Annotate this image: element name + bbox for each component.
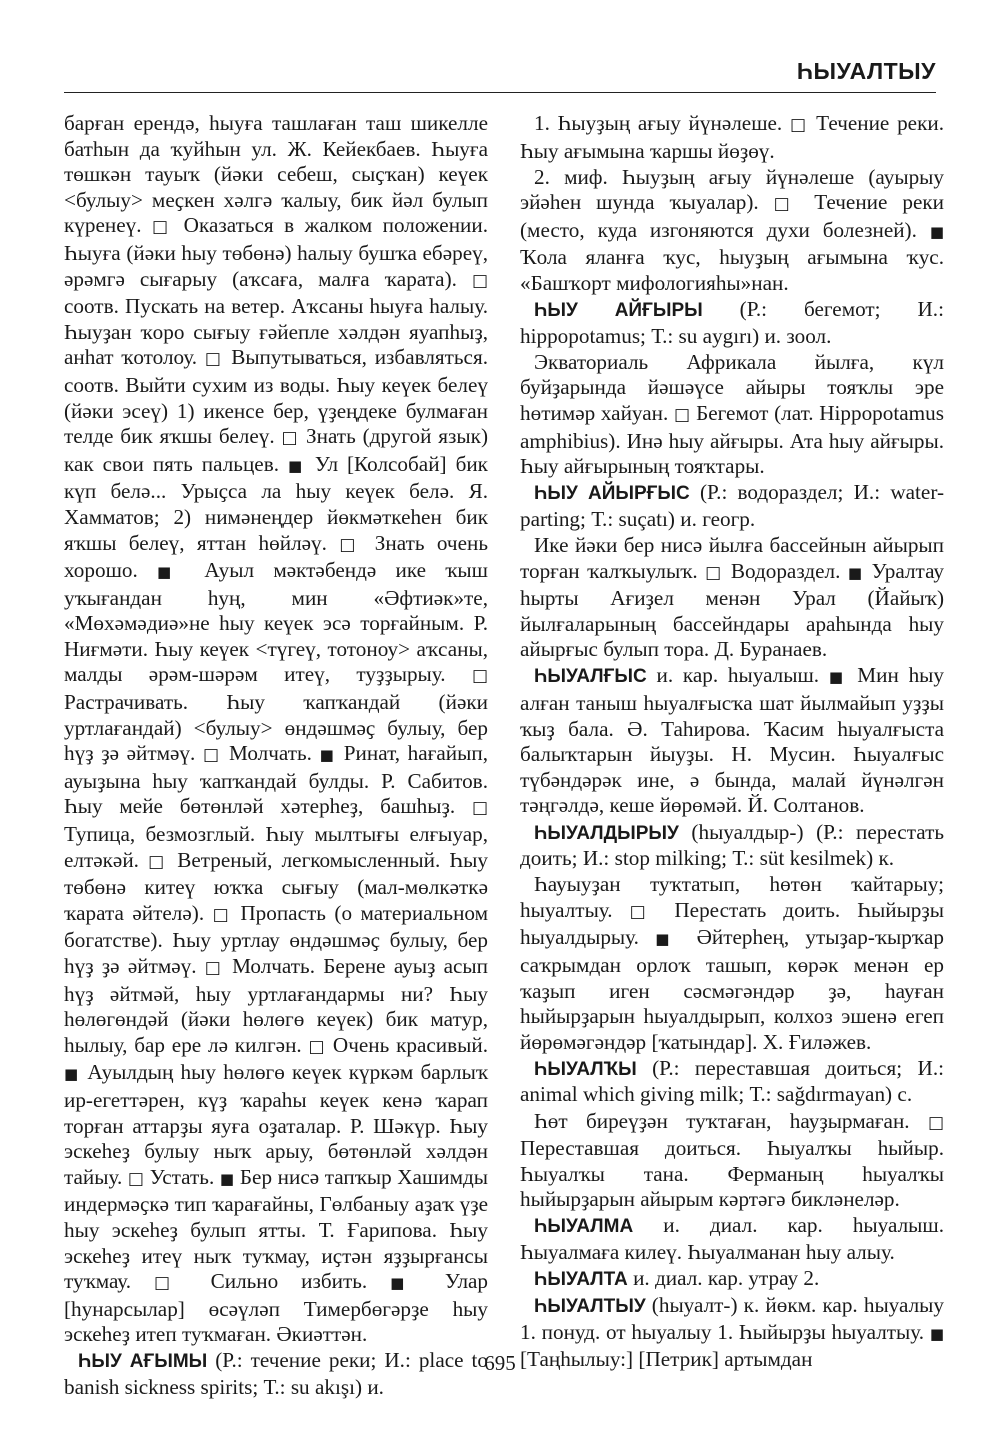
entry-text: Течение реки. Һыу ағымына ҡаршы йөҙөү. <box>520 111 944 163</box>
entry-text: Бер нисә тапҡыр Хашимды индермәҫкә тип ҡарағайны, Гөлбаныу аҙаҡ үҙе һыу эскеһеҙ булып ятты. Т. Ғарипова. Һыу эскеһеҙ итеү ныҡ туҡмау, иҫтән яҙҙырғансы туҡмау. <box>64 1164 489 1294</box>
entry-text: Молчать. <box>221 741 320 766</box>
headword: ҺЫУ АЙЫРҒЫС <box>534 483 690 505</box>
headword: ҺЫУАЛМА <box>534 1216 634 1238</box>
dictionary-entry: ҺЫУАЛТА и. диал. кар. утрау 2. <box>534 1266 820 1291</box>
translation-marker: □ <box>471 270 488 291</box>
entry-text: Ике йәки бер нисә йылға бассейнын айырып торған ҡалҡыулыҡ. <box>520 533 944 583</box>
entry-text: Ринат, һағайып, ауыҙына һыу ҡапҡандай булды. Р. Сабитов. Һыу мейе бөтөнләй хәтерһеҙ, башһыҙ. <box>64 741 488 819</box>
example-marker: ■ <box>390 1274 422 1293</box>
dictionary-entry: ҺЫУ АҒЫМЫ (Р.: течение реки; И.: place to banish sickness spirits; Т.: su akışı) и. <box>64 1347 488 1399</box>
left-column <box>64 111 488 1401</box>
dictionary-entry: ҺЫУАЛҒЫС и. кар. һыуалыш. ■ Мин һыу алған таныш һыуалғысҡа шат йылмайып уҙҙы ҡыҙ бала. Ә. Таһирова. Ҡасим һыуалғыста балыҡтарын йыуҙы. Н. Мусин. Һыуалғыс түбәндәрәк ине, ә бында, малай йүнәлгән тәңгәлдә, кеше йөрөмәй. Й. Солтанов. <box>520 663 944 818</box>
entry-text: Знать (другой язык) как свои пять пальцев. <box>64 424 488 476</box>
headword: ҺЫУ АҒЫМЫ <box>78 1350 208 1372</box>
headword: ҺЫУАЛҒЫС <box>534 666 647 688</box>
headword: ҺЫУАЛТА <box>534 1269 628 1291</box>
dictionary-entry <box>520 165 944 297</box>
entry-text: 1. Һыуҙың ағыу йүнәлеше. <box>534 111 790 135</box>
entry-text: барған ерендә, һыуға ташлаған таш шикелле батһын да ҡуйһын ул. Ж. Кейекбаев. Һыуға төшкән тауыҡ (йәки себеш, сыҫҡан) кеүек <булыу> меҫкен хәлгә ҡалыу, бик йәл булып күренеү. <box>64 111 488 238</box>
entry-text: Пропасть (о материальном богатстве). Һыу уртлау өндәшмәҫ булыу, бер һүҙ ҙә әйтмәү. <box>64 900 489 978</box>
entry-text: Выпутываться, избавляться. соотв. Выйти сухим из воды. Һыу кеүек белеү (йәки эсеү) 1) икенсе бер, үҙеңдеке булмаған телде бик яҡшы белеү. <box>64 345 489 449</box>
entry-text: Знать очень хорошо. <box>64 530 488 583</box>
entry-text: Ауыл мәктәбендә ике ҡыш уҡығандан һуң, мин «Әфтиәк»те, «Мөхәмәдиә»не һыу кеүек эсә торғайным. Р. Ниғмәти. Һыу кеүек <түгеү, тотоноу> аҡсаны, малды әрәм-шәрәм итеү, туҙҙырыу. <box>64 558 488 687</box>
translation-marker: □ <box>927 1112 944 1133</box>
entry-text: Водораздел. <box>723 558 848 583</box>
entry-text: [Таңһылыу:] [Петрик] артымдан <box>520 1347 813 1372</box>
entry-text: Устать. <box>144 1164 220 1189</box>
header-title: ҺЫУАЛТЫУ <box>796 58 936 84</box>
example-marker: ■ <box>288 456 306 475</box>
translation-marker: □ <box>202 745 222 766</box>
entry-text: Экваториаль Африкала йылға, күл буйҙарында йәшәүсе айыры тояҡлы эре һөтимәр хайуан. <box>520 349 944 426</box>
dictionary-entry <box>520 1109 944 1213</box>
translation-marker: □ <box>471 798 488 819</box>
page-number: 695 <box>484 1351 516 1375</box>
entry-text: Очень красивый. <box>326 1032 488 1057</box>
dictionary-entry <box>64 111 488 1348</box>
translation-marker: □ <box>154 1273 188 1294</box>
headword: ҺЫУ АЙҒЫРЫ <box>534 300 703 322</box>
entry-text: Һөт биреүҙән туҡтаған, һауҙырмаған. <box>534 1108 928 1133</box>
entry-text: Һауыуҙан туҡтатып, һөтөн ҡайтарыу; һыуалтыу. <box>520 872 944 922</box>
example-marker: ■ <box>157 563 186 582</box>
example-marker: ■ <box>64 1065 81 1084</box>
example-marker: ■ <box>219 1169 235 1188</box>
headword: ҺЫУАЛТЫУ <box>534 1296 646 1318</box>
example-marker: ■ <box>929 1324 944 1343</box>
translation-marker: □ <box>281 428 300 449</box>
translation-marker: □ <box>773 194 800 215</box>
entry-text: Ҡола яланға ҡус, һыуҙың ағымына ҡус. «Башҡорт мифологияһы»нан. <box>520 245 944 296</box>
entry-text: Тупица, безмозглый. Һыу мылтығы елғыуар, елтәкәй. <box>64 822 488 872</box>
translation-marker: □ <box>629 901 658 922</box>
entry-text: Ветреный, легкомысленный. Һыу төбөнә китеү юҡҡа сығыу (мал-мөлкәткә ҡарата әйтелә). <box>64 847 488 925</box>
translation-marker: □ <box>789 115 809 135</box>
entry-text: Мин һыу алған таныш һыуалғысҡа шат йылмайып уҙҙы ҡыҙ бала. Ә. Таһирова. Ҡасим һыуалғыста балыҡтарын йыуҙы. Н. Мусин. Һыуалғыс түбәндәрәк ине, ә бында, малай йүнәлгән тәңгәлдә, кеше йөрөмәй. Й. Солтанов. <box>520 663 944 818</box>
dictionary-entry: ҺЫУАЛМА и. диал. кар. һыуалыш. Һыуалмаға килеү. Һыуалманан һыу алыу. <box>520 1213 944 1265</box>
entry-text: Оказаться в жалком положении. Һыуға (йәки һыу төбөнә) һалыу бушҡа ебәреү, әрәмгә сығарыу (аҡсаға, малға ҡарата). <box>64 213 489 291</box>
running-header <box>64 58 936 93</box>
example-marker: ■ <box>929 222 944 241</box>
translation-marker: □ <box>204 958 224 978</box>
dictionary-entry: ҺЫУАЛҠЫ (Р.: переставшая доиться; И.: animal which giving milk; Т.: sağdırmayan) с. <box>520 1055 944 1107</box>
translation-marker: □ <box>308 1036 327 1057</box>
example-marker: ■ <box>847 563 865 582</box>
entry-text: Ауылдың һыу һөлөгө кеүек күркәм барлыҡ ир-егеттәрен, күҙ ҡараһы кеүек кенә ҡарап торған аттарҙы яуға оҙаталар. Р. Шәкүр. Һыу эскеһеҙ булыу ныҡ арыу, бөтөнләй хәлдән тайыу. <box>64 1060 488 1189</box>
translation-marker: □ <box>204 349 224 370</box>
dictionary-entry <box>520 533 944 663</box>
dictionary-entry: ҺЫУ АЙҒЫРЫ (Р.: бегемот; И.: hippopotamus; Т.: su aygırı) и. зоол. <box>520 297 944 348</box>
translation-marker: □ <box>212 904 232 925</box>
entry-text: Әйтерһең, утыҙар-ҡырҡар саҡрымдан орлоҡ ташып, көрәк менән ер ҡаҙып иген сәсмәгәндәр ҙә, һауған һыйырҙарын һыуалдырып, колхоз эшенә егеп йөрөмәгәндәр [ҡатындар]. Х. Ғиләжев. <box>520 925 944 1054</box>
dictionary-entry: ҺЫУ АЙЫРҒЫС (Р.: водораздел; И.: water-parting; Т.: suçatı) и. геогр. <box>520 480 945 531</box>
entry-text: 2. миф. Һыуҙың ағыу йүнәлеше (ауырыу эйәһен шунда ҡыуалар). <box>520 164 944 215</box>
entry-text: Бегемот (лат. Hippopotamus amphibius). Инә һыу айғыры. Ата һыу айғыры. Һыу айғырының тояҡтары. <box>520 401 944 479</box>
entry-text: Молчать. Берене ауыҙ асып һүҙ әйтмәй, һыу уртлағандармы ни? Һыу һөлөгөндәй (йәки һөлөгө кеүек) бик матур, һылыу, бар ере лә килгән. <box>64 954 488 1057</box>
translation-marker: □ <box>471 666 488 687</box>
dictionary-entry <box>520 872 944 1055</box>
entry-text: Улар [һунарсылар] өсәүләп Тимербөгәрҙе һыу эскеһеҙ итеп туҡмаған. Әкиәттән. <box>64 1269 489 1347</box>
headword: ҺЫУАЛҠЫ <box>534 1058 637 1080</box>
entry-text: Течение реки (место, куда изгоняются духи болезней). <box>520 190 944 242</box>
example-marker: ■ <box>655 930 681 949</box>
translation-marker: □ <box>705 562 724 583</box>
headword: ҺЫУАЛДЫРЫУ <box>534 822 679 844</box>
entry-text: Уралтау һырты Ағиҙел менән Урал (Йайыҡ) йылғаларының бассейндары араһында һыу айырғыс булып тора. Д. Буранаев. <box>520 558 944 662</box>
entry-text: Растрачивать. Һыу ҡапҡандай (йәки уртлағандай) <булыу> өндәшмәҫ булыу, бер һүҙ ҙә әйтмәү. <box>64 690 488 766</box>
dictionary-entry: ҺЫУАЛТЫУ (һыуалт-) к. йөкм. кар. һыуалыу 1. понуд. от һыуалыу 1. Һыйырҙы һыуалтыу. ■ [Таңһылыу:] [Петрик] артымдан <box>520 1293 944 1372</box>
translation-marker: □ <box>148 851 169 872</box>
dictionary-entry: ҺЫУАЛДЫРЫУ (һыуалдыр-) (Р.: перестать доить; И.: stop milking; Т.: süt kesilmek) к. <box>520 819 944 871</box>
right-column <box>520 111 944 1374</box>
translation-marker: □ <box>127 1168 145 1189</box>
entry-text: Сильно избить. <box>187 1269 391 1294</box>
example-marker: ■ <box>828 668 848 687</box>
example-marker: ■ <box>319 746 337 765</box>
dictionary-entry <box>520 111 944 164</box>
entry-text: Ул [Колсобай] бик күп белә... Урыҫса ла һыу кеүек белә. Я. Хамматов; 2) нимәнеңдер йөкмәткеһен бик яҡшы белеү, яттан һөйләү. <box>64 451 488 555</box>
entry-text: Перестать доить. Һыйырҙы һыуалдырыу. <box>520 897 945 950</box>
dictionary-entry <box>520 350 944 480</box>
entry-text: соотв. Пускать на ветер. Аҡсаны һыуға һалыу. Һыуҙан ҡоро сығыу ғәйепле хәлдән яуапһыҙ, анһат ҡотолоу. <box>64 294 488 370</box>
translation-marker: □ <box>339 534 363 555</box>
translation-marker: □ <box>673 405 691 426</box>
entry-text: Переставшая доиться. Һыуалҡы һыйыр. Һыуалҡы тана. Ферманың һыуалҡы һыйырҙарын айырым кәртәгә бикләнеләр. <box>520 1136 944 1212</box>
translation-marker: □ <box>151 217 174 238</box>
